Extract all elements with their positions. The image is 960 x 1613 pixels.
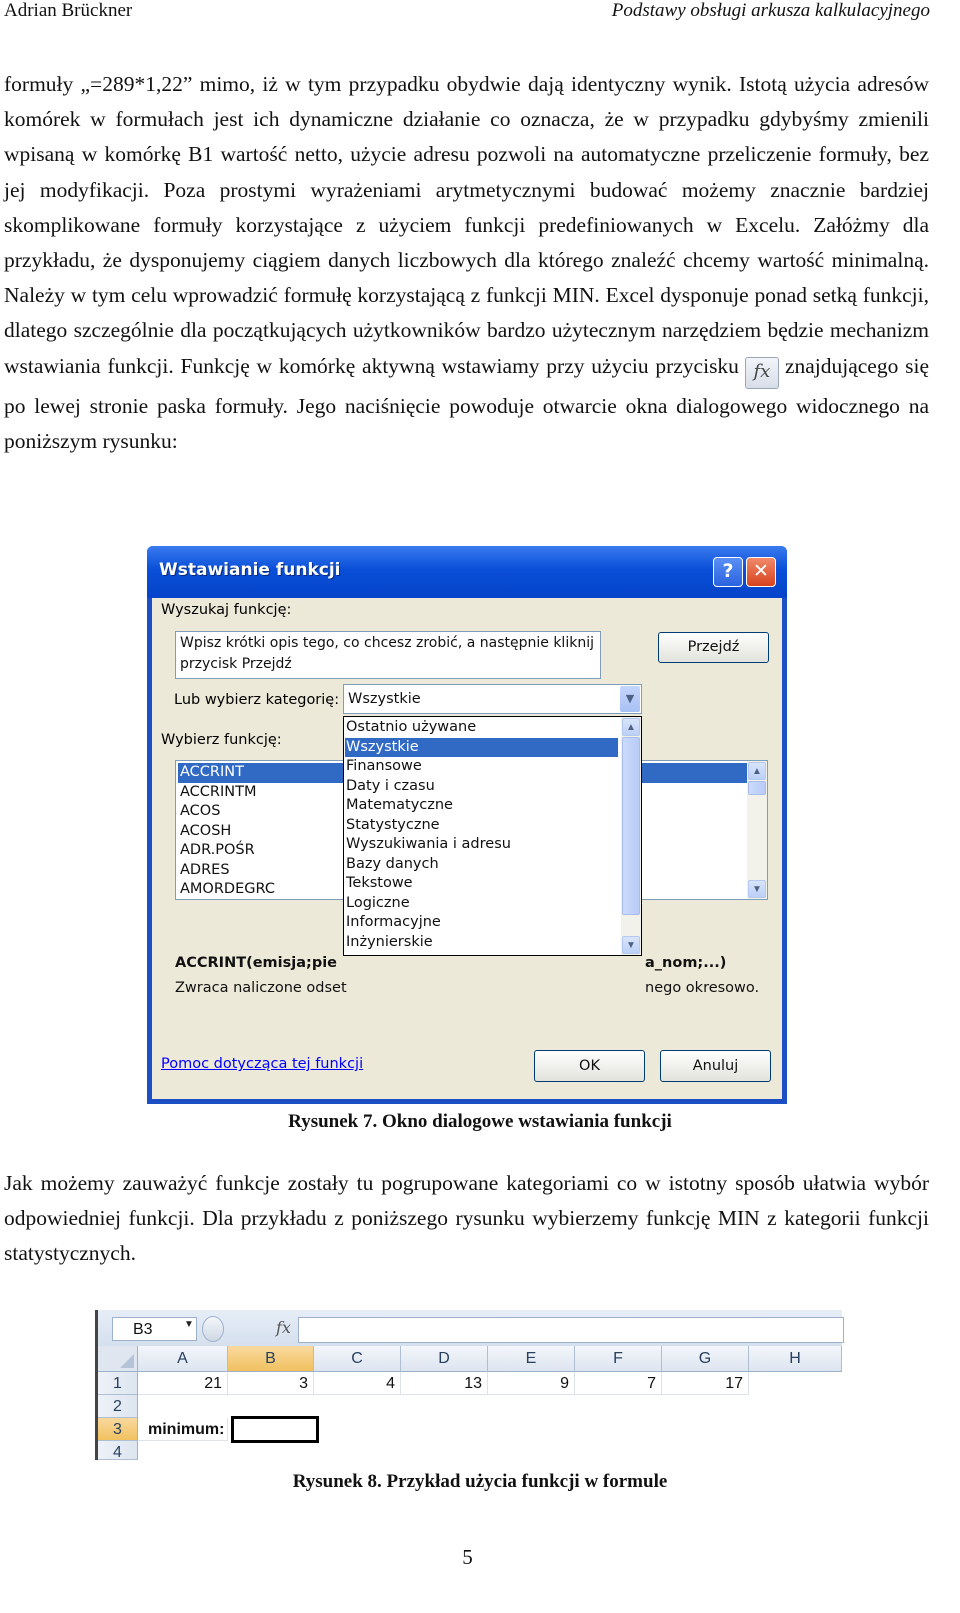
cell-label-minimum[interactable]: minimum: <box>138 1418 228 1441</box>
function-item[interactable]: AMORDEGRC <box>180 881 275 897</box>
dialog-title: Wstawianie funkcji <box>159 560 341 580</box>
row-header[interactable]: 3 <box>98 1418 138 1441</box>
scroll-down-icon[interactable]: ▼ <box>748 880 766 898</box>
category-select[interactable] <box>343 684 642 714</box>
page-number: 5 <box>462 1545 473 1569</box>
paragraph-2 <box>4 1166 929 1272</box>
category-item[interactable]: Logiczne <box>346 894 410 911</box>
spreadsheet-figure <box>95 1310 842 1460</box>
function-description: Zwraca naliczone odset <box>175 980 347 996</box>
go-button[interactable]: Przejdź <box>658 632 769 663</box>
paragraph-1-text-b: znajdującego się po lewej stronie paska formuły. Jego naciśnięcie powoduje otwarcie okna dialogowego widocznego na poniższym rysunku: <box>4 353 929 453</box>
category-item[interactable]: Daty i czasu <box>346 777 435 794</box>
header-book-title: Podstawy obsługi arkusza kalkulacyjnego <box>611 0 930 21</box>
function-item[interactable]: ACCRINTM <box>180 783 257 800</box>
help-button[interactable]: ? <box>713 557 743 587</box>
scroll-up-icon[interactable]: ▲ <box>748 762 766 780</box>
function-item[interactable]: ACOSH <box>180 822 232 839</box>
select-all-corner[interactable] <box>98 1346 138 1372</box>
category-dropdown-list[interactable] <box>343 716 642 956</box>
function-item[interactable]: ACOS <box>180 803 221 819</box>
row-header[interactable]: 1 <box>98 1372 138 1395</box>
formula-bar-divider-icon <box>202 1316 224 1342</box>
row-header[interactable]: 2 <box>98 1395 138 1418</box>
chevron-down-icon[interactable]: ▼ <box>184 1319 194 1330</box>
formula-input[interactable] <box>298 1317 844 1343</box>
column-header[interactable]: A <box>138 1346 228 1372</box>
dialog-title-bar <box>147 546 787 598</box>
function-description-end: nego okresowo. <box>645 980 760 996</box>
search-label: Wyszukaj funkcję: <box>161 602 292 618</box>
row-header[interactable]: 4 <box>98 1441 138 1460</box>
category-item[interactable]: Inżynierskie <box>346 933 433 950</box>
scroll-thumb[interactable] <box>622 737 640 915</box>
category-item[interactable]: Informacyjne <box>346 914 441 930</box>
function-syntax-end: a_nom;...) <box>645 955 727 971</box>
paragraph-2-text: Jak możemy zauważyć funkcje zostały tu pogrupowane kategoriami co w istotny sposób ułatwia wybór odpowiedniej funkcji. Dla przykładu z poniższego rysunku wybierzemy funkcję MIN z kategorii funkcji statystycznych. <box>4 1171 929 1266</box>
function-label: Wybierz funkcję: <box>161 732 282 748</box>
cell[interactable]: 7 <box>575 1372 662 1395</box>
column-header[interactable]: B <box>228 1346 314 1372</box>
active-cell-b3[interactable] <box>231 1416 319 1443</box>
function-item[interactable]: ACCRINT <box>178 763 750 783</box>
paragraph-1 <box>4 67 929 459</box>
column-header[interactable]: C <box>314 1346 401 1372</box>
category-item[interactable]: Finansowe <box>346 758 422 774</box>
function-item[interactable]: ADRES <box>180 861 230 878</box>
cell[interactable]: 9 <box>488 1372 575 1395</box>
fx-icon[interactable]: fx <box>276 1318 291 1337</box>
figure-8-caption: Rysunek 8. Przykład użycia funkcji w formule <box>292 1471 668 1492</box>
column-header[interactable]: D <box>401 1346 488 1372</box>
cell[interactable]: 17 <box>662 1372 749 1395</box>
scroll-down-icon[interactable]: ▼ <box>622 936 640 954</box>
category-item[interactable]: Bazy danych <box>346 855 439 872</box>
formula-bar <box>98 1310 842 1346</box>
search-input[interactable]: Wpisz krótki opis tego, co chcesz zrobić, a następnie kliknij przycisk Przejdź <box>175 631 601 679</box>
scroll-up-icon[interactable]: ▲ <box>622 718 640 736</box>
category-item[interactable]: Tekstowe <box>346 875 413 891</box>
column-header[interactable]: H <box>749 1346 842 1372</box>
ok-button[interactable]: OK <box>534 1050 645 1082</box>
fx-icon: fx <box>745 357 779 389</box>
cell[interactable]: 3 <box>228 1372 314 1395</box>
category-list-scrollbar[interactable] <box>621 717 641 955</box>
name-box[interactable]: B3 <box>112 1317 197 1341</box>
category-item[interactable]: Wszystkie <box>345 738 618 758</box>
insert-function-dialog <box>147 546 787 1104</box>
cell[interactable]: 21 <box>138 1372 228 1395</box>
function-list-scrollbar[interactable] <box>747 761 767 899</box>
close-button[interactable]: ✕ <box>746 557 776 587</box>
category-label: Lub wybierz kategorię: <box>174 692 340 708</box>
scroll-thumb[interactable] <box>748 781 766 795</box>
category-item[interactable]: Statystyczne <box>346 816 440 833</box>
cancel-button[interactable]: Anuluj <box>660 1050 771 1082</box>
column-header[interactable]: G <box>662 1346 749 1372</box>
category-item[interactable]: Ostatnio używane <box>346 719 477 735</box>
cell[interactable]: 4 <box>314 1372 401 1395</box>
function-syntax: ACCRINT(emisja;pie <box>175 955 337 971</box>
dialog-body <box>152 598 782 1099</box>
function-item[interactable]: ADR.POŚR <box>180 842 255 858</box>
cell[interactable]: 13 <box>401 1372 488 1395</box>
chevron-down-icon[interactable]: ▼ <box>620 686 640 712</box>
column-header[interactable]: F <box>575 1346 662 1372</box>
category-item[interactable]: Matematyczne <box>346 797 453 813</box>
header-author: Adrian Brückner <box>4 0 133 21</box>
help-link[interactable]: Pomoc dotycząca tej funkcji <box>161 1056 364 1072</box>
figure-7-caption: Rysunek 7. Okno dialogowe wstawiania funkcji <box>288 1111 672 1132</box>
paragraph-1-text-a: formuły „=289*1,22” mimo, iż w tym przypadku obydwie dają identyczny wynik. Istotą użycia adresów komórek w formułach jest ich dynamiczne działanie co oznacza, że w przypadku gdybyśmy zmienili wpisaną w komórkę B1 wartość netto, użycie adresu pozwoli na automatyczne przeliczenie formuły, bez jej modyfikacji. Poza prostymi wyrażeniami arytmetycznymi budować możemy znacznie bardziej skomplikowane formuły korzystające z użyciem funkcji predefiniowanych w Excelu. Załóżmy dla przykładu, że dysponujemy ciągiem danych liczbowych dla którego znaleźć chcemy wartość minimalną. Należy w tym celu wprowadzić formułę korzystającą z funkcji MIN. Excel dysponuje ponad setką funkcji, dlatego szczególnie dla początkujących użytkowników bardzo użytecznym narzędziem będzie mechanizm wstawiania funkcji. Funkcję w komórkę aktywną wstawiamy przy użyciu przycisku <box>4 72 929 378</box>
category-item[interactable]: Wyszukiwania i adresu <box>346 836 511 852</box>
column-header[interactable]: E <box>488 1346 575 1372</box>
category-selected-value: Wszystkie <box>348 691 421 707</box>
